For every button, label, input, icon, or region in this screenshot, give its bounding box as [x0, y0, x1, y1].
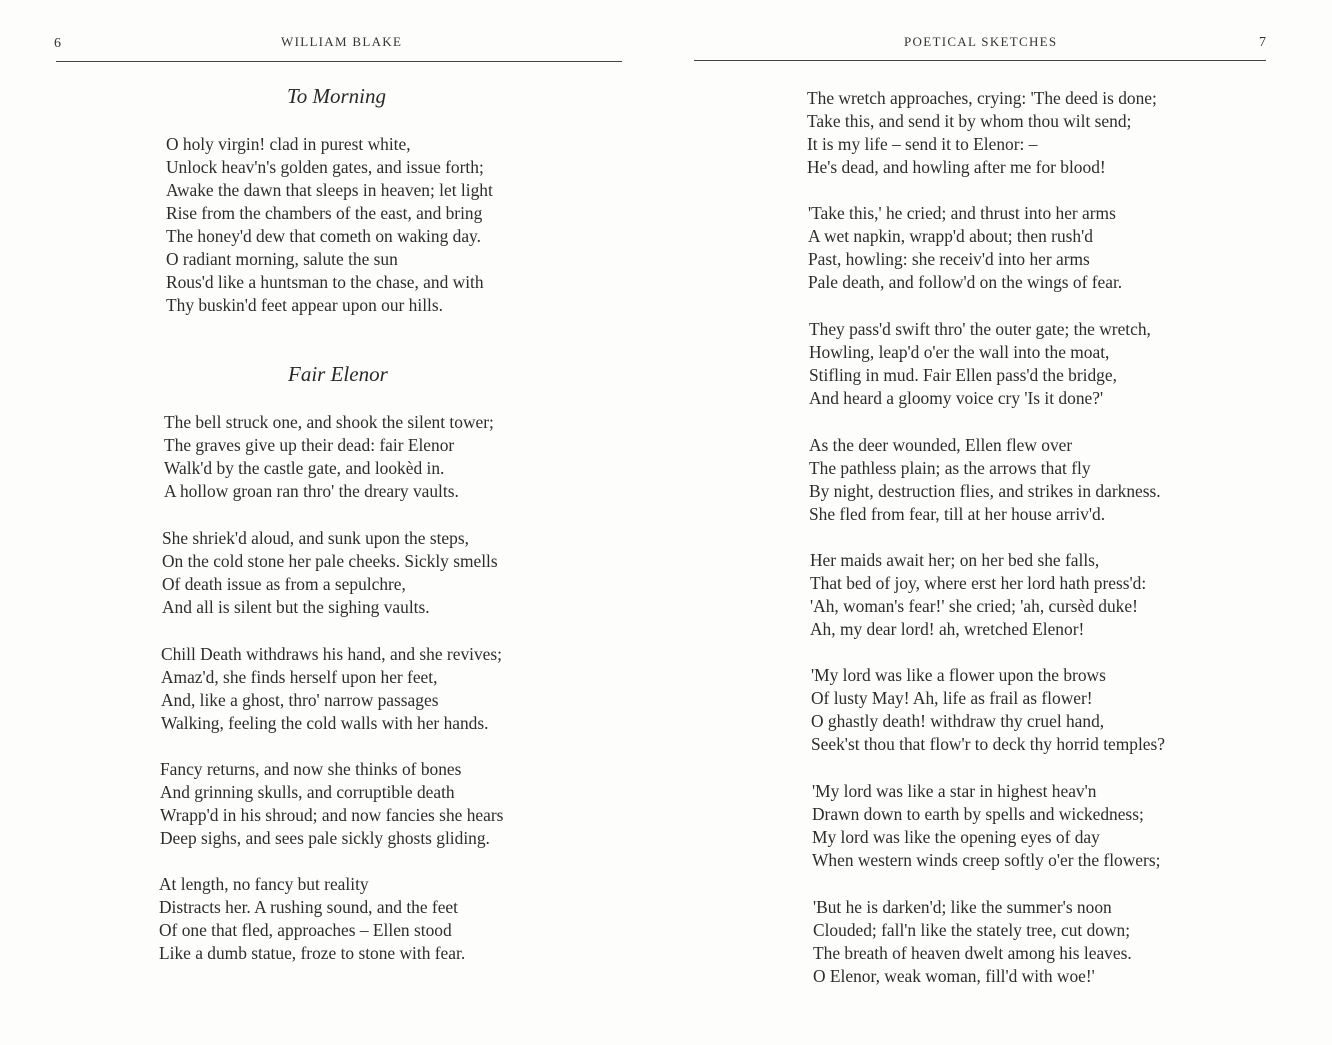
poem-line: By night, destruction flies, and strikes in darkness.	[809, 481, 1161, 501]
poem-line: Her maids await her; on her bed she falls,	[810, 550, 1100, 570]
poem-line: O radiant morning, salute the sun	[166, 249, 398, 269]
poem-line: 'Take this,' he cried; and thrust into her arms	[808, 203, 1116, 223]
header-rule-left	[56, 61, 622, 62]
poem-line: When western winds creep softly o'er the flowers;	[812, 850, 1161, 870]
poem-line: The bell struck one, and shook the silent tower;	[164, 412, 494, 432]
poem-line: The breath of heaven dwelt among his leaves.	[813, 943, 1132, 963]
poem-line: She shriek'd aloud, and sunk upon the steps,	[162, 528, 469, 548]
fair-elenor-cont-stanza-5	[810, 549, 1146, 641]
running-head-right: POETICAL SKETCHES	[904, 34, 1058, 49]
poem-line: Fancy returns, and now she thinks of bones	[160, 759, 462, 779]
poem-line: At length, no fancy but reality	[159, 874, 369, 894]
fair-elenor-cont-stanza-7	[812, 780, 1160, 872]
poem-line: He's dead, and howling after me for blood!	[807, 157, 1106, 177]
poem-title-to-morning: To Morning	[287, 84, 387, 108]
poem-line: The honey'd dew that cometh on waking day.	[166, 226, 481, 246]
fair-elenor-stanza-4	[160, 758, 503, 850]
poem-line: 'My lord was like a flower upon the brows	[811, 665, 1106, 685]
poem-title-fair-elenor: Fair Elenor	[288, 362, 388, 386]
poem-line: Walk'd by the castle gate, and lookèd in.	[164, 458, 445, 478]
fair-elenor-cont-stanza-4	[809, 434, 1161, 526]
poem-line: Of lusty May! Ah, life as frail as flower!	[811, 688, 1093, 708]
poem-line: Chill Death withdraws his hand, and she revives;	[161, 644, 502, 664]
page-number-right: 7	[1259, 35, 1266, 50]
fair-elenor-stanza-5	[159, 873, 465, 965]
poem-line: 'But he is darken'd; like the summer's noon	[813, 897, 1112, 917]
poem-line: Of one that fled, approaches – Ellen stood	[159, 920, 452, 940]
poem-line: Wrapp'd in his shroud; and now fancies she hears	[160, 805, 504, 825]
header-rule-right	[694, 60, 1266, 61]
poem-line: And, like a ghost, thro' narrow passages	[161, 690, 439, 710]
poem-line: And grinning skulls, and corruptible death	[160, 782, 455, 802]
poem-line: The pathless plain; as the arrows that fly	[809, 458, 1091, 478]
poem-line: Ah, my dear lord! ah, wretched Elenor!	[810, 619, 1085, 639]
fair-elenor-stanza-3	[161, 643, 502, 735]
fair-elenor-cont-stanza-3	[809, 318, 1151, 410]
poem-line: O holy virgin! clad in purest white,	[166, 134, 411, 154]
fair-elenor-stanza-1	[164, 411, 494, 503]
poem-line: Thy buskin'd feet appear upon our hills.	[166, 295, 443, 315]
poem-line: Rous'd like a huntsman to the chase, and with	[166, 272, 484, 292]
page-number-left: 6	[54, 36, 61, 51]
poem-line: Distracts her. A rushing sound, and the feet	[159, 897, 458, 917]
poem-line: Walking, feeling the cold walls with her hands.	[161, 713, 489, 733]
poem-line: O ghastly death! withdraw thy cruel hand,	[811, 711, 1105, 731]
poem-line: The wretch approaches, crying: 'The deed is done;	[807, 88, 1157, 108]
fair-elenor-cont-stanza-8	[813, 896, 1132, 988]
poem-line: That bed of joy, where erst her lord hath press'd:	[810, 573, 1147, 593]
poem-line: Rise from the chambers of the east, and bring	[166, 203, 483, 223]
right-page	[666, 0, 1332, 1045]
poem-line: As the deer wounded, Ellen flew over	[809, 435, 1073, 455]
poem-line: Stifling in mud. Fair Ellen pass'd the bridge,	[809, 365, 1117, 385]
poem-line: Howling, leap'd o'er the wall into the moat,	[809, 342, 1110, 362]
fair-elenor-cont-stanza-1	[807, 87, 1157, 179]
poem-line: On the cold stone her pale cheeks. Sickly smells	[162, 551, 498, 571]
poem-line: 'Ah, woman's fear!' she cried; 'ah, cursèd duke!	[810, 596, 1138, 616]
poem-line: Clouded; fall'n like the stately tree, cut down;	[813, 920, 1131, 940]
poem-line: O Elenor, weak woman, fill'd with woe!'	[813, 966, 1095, 986]
poem-line: Drawn down to earth by spells and wickedness;	[812, 804, 1144, 824]
poem-line: Deep sighs, and sees pale sickly ghosts gliding.	[160, 828, 490, 848]
poem-line: She fled from fear, till at her house arriv'd.	[809, 504, 1106, 524]
poem-line: A wet napkin, wrapp'd about; then rush'd	[808, 226, 1093, 246]
poem-line: And all is silent but the sighing vaults.	[162, 597, 430, 617]
poem-line: A hollow groan ran thro' the dreary vaults.	[164, 481, 459, 501]
poem-line: Pale death, and follow'd on the wings of fear.	[808, 272, 1123, 292]
fair-elenor-stanza-2	[162, 527, 498, 619]
fair-elenor-cont-stanza-2	[808, 202, 1122, 294]
poem-line: Of death issue as from a sepulchre,	[162, 574, 406, 594]
to-morning-stanza-1	[166, 133, 493, 317]
poem-line: And heard a gloomy voice cry 'Is it done?'	[809, 388, 1104, 408]
poem-line: They pass'd swift thro' the outer gate; the wretch,	[809, 319, 1151, 339]
poem-line: Amaz'd, she finds herself upon her feet,	[161, 667, 438, 687]
poem-line: Take this, and send it by whom thou wilt send;	[807, 111, 1132, 131]
poem-line: Awake the dawn that sleeps in heaven; let light	[166, 180, 493, 200]
poem-line: Past, howling: she receiv'd into her arms	[808, 249, 1090, 269]
fair-elenor-cont-stanza-6	[811, 664, 1165, 756]
poem-line: It is my life – send it to Elenor: –	[807, 134, 1038, 154]
poem-line: The graves give up their dead: fair Elenor	[164, 435, 455, 455]
poem-line: 'My lord was like a star in highest heav'n	[812, 781, 1097, 801]
poem-line: Like a dumb statue, froze to stone with fear.	[159, 943, 466, 963]
poem-line: Unlock heav'n's golden gates, and issue forth;	[166, 157, 484, 177]
running-head-left: WILLIAM BLAKE	[281, 34, 403, 49]
poem-line: Seek'st thou that flow'r to deck thy horrid temples?	[811, 734, 1166, 754]
poem-line: My lord was like the opening eyes of day	[812, 827, 1100, 847]
